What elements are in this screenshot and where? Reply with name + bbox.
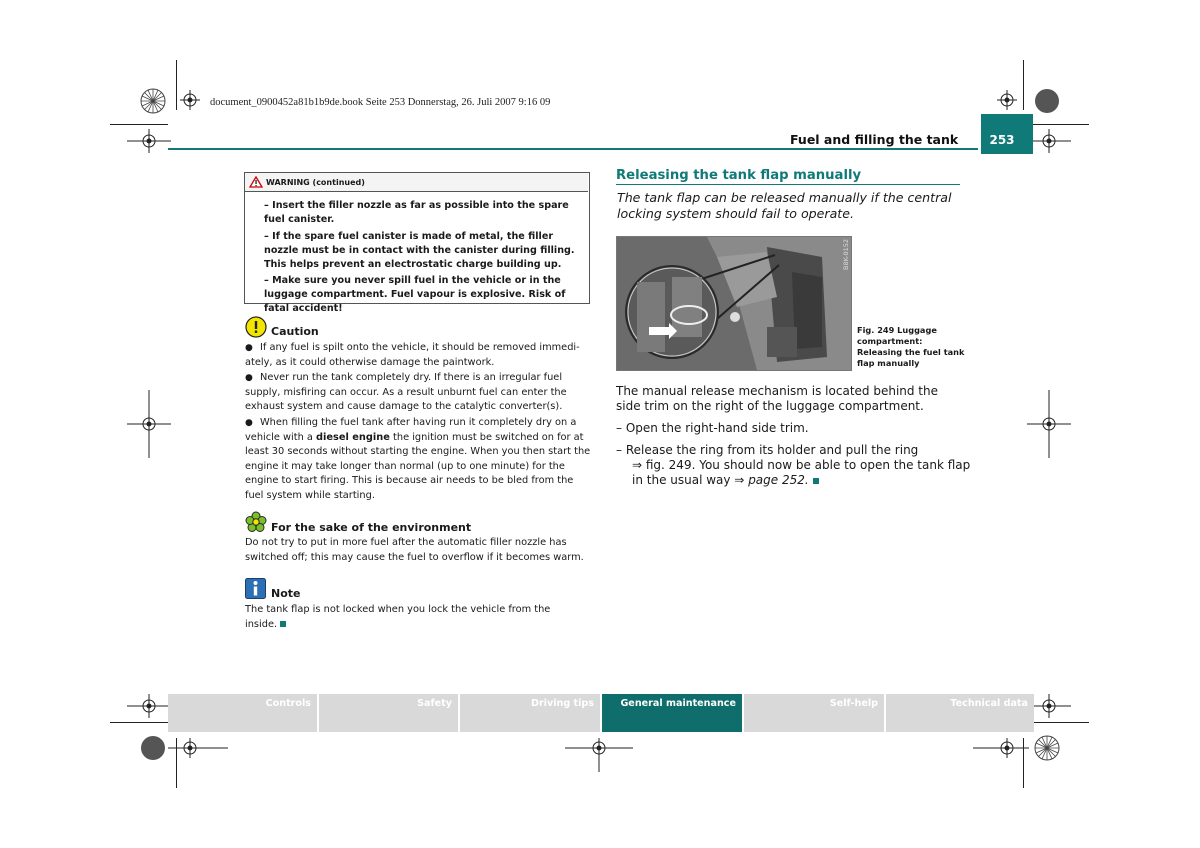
page-number: 253	[989, 133, 1015, 147]
environment-title: For the sake of the environment	[271, 521, 472, 534]
step-item-continued: in the usual way ⇒ page 252.	[632, 473, 982, 488]
tab-controls[interactable]: Controls	[168, 694, 317, 732]
section-heading: Releasing the tank flap manually	[616, 168, 862, 183]
tab-general-maintenance[interactable]: General maintenance	[602, 694, 742, 732]
warning-title: WARNING (continued)	[266, 178, 365, 187]
figure-caption: Fig. 249 Luggage compartment: Releasing the fuel tank flap manually	[857, 325, 965, 368]
caution-title: Caution	[271, 325, 319, 338]
environment-text: Do not try to put in more fuel after the automatic filler nozzle has switched off; this may cause the fuel to overflow if it becomes warm.	[245, 537, 584, 563]
caution-icon	[245, 316, 267, 338]
step-item-continued: ⇒ fig. 249. You should now be able to open the tank flap	[632, 458, 971, 472]
step-item: – Open the right-hand side trim.	[616, 421, 809, 435]
running-header-title: Fuel and filling the tank	[790, 132, 959, 147]
chapter-tabs	[168, 694, 1036, 732]
luggage-compartment-illustration	[617, 237, 851, 370]
tab-driving-tips[interactable]: Driving tips	[460, 694, 600, 732]
tab-technical-data[interactable]: Technical data	[886, 694, 1034, 732]
bullet-icon: ●	[245, 343, 253, 353]
caution-paragraph: Never run the tank completely dry. If there is an irregular fuel supply, misfiring can occur. As a result unburnt fuel can enter the exhaust system and cause damage to the catalytic converter(s).	[245, 372, 567, 413]
page-reference-link[interactable]: page 252.	[748, 473, 809, 487]
end-of-section-icon	[280, 621, 286, 627]
bullet-icon: ●	[245, 373, 253, 383]
heading-rule	[616, 184, 960, 185]
info-icon	[245, 578, 266, 599]
figure-luggage-compartment	[616, 236, 852, 371]
note-text: The tank flap is not locked when you lock the vehicle from the inside.	[245, 604, 551, 630]
step-item: – Release the ring from its holder and pull the ring	[616, 443, 919, 457]
environment-flower-icon	[245, 511, 267, 533]
diesel-engine-term: diesel engine	[316, 431, 390, 443]
warning-item: – Make sure you never spill fuel in the vehicle or in the luggage compartment. Fuel vapour is explosive. Risk of fatal accident!	[264, 275, 566, 314]
caution-paragraph: If any fuel is spilt onto the vehicle, it should be removed immedi-ately, as it could otherwise damage the paintwork.	[245, 342, 580, 368]
warning-item: – If the spare fuel canister is made of metal, the filler nozzle must be in contact with the canister during filling. This helps prevent an electrostatic charge building up.	[264, 231, 575, 270]
bullet-icon: ●	[245, 418, 253, 428]
end-of-section-icon	[813, 478, 819, 484]
note-title: Note	[271, 587, 301, 600]
figure-code: B8K-0152	[842, 238, 850, 270]
tab-self-help[interactable]: Self-help	[744, 694, 884, 732]
intro-text: The tank flap can be released manually if the central locking system should fail to operate.	[617, 190, 952, 221]
warning-triangle-icon	[249, 176, 263, 188]
body-paragraph: The manual release mechanism is located behind the side trim on the right of the luggage compartment.	[616, 384, 939, 413]
tab-safety[interactable]: Safety	[319, 694, 458, 732]
print-info: document_0900452a81b1b9de.book Seite 253 Donnerstag, 26. Juli 2007 9:16 09	[210, 97, 551, 108]
warning-item: – Insert the filler nozzle as far as possible into the spare fuel canister.	[264, 200, 569, 225]
caution-paragraph: When filling the fuel tank after having run it completely dry on a vehicle with a diesel engine the ignition must be switched on for at least 30 seconds without starting the engine. When you then start the engine it may take longer than normal (up to one minute) for the engine to start firing. This is because air needs to be bled from the fuel system while starting.	[245, 417, 591, 501]
header-rule	[168, 148, 978, 150]
